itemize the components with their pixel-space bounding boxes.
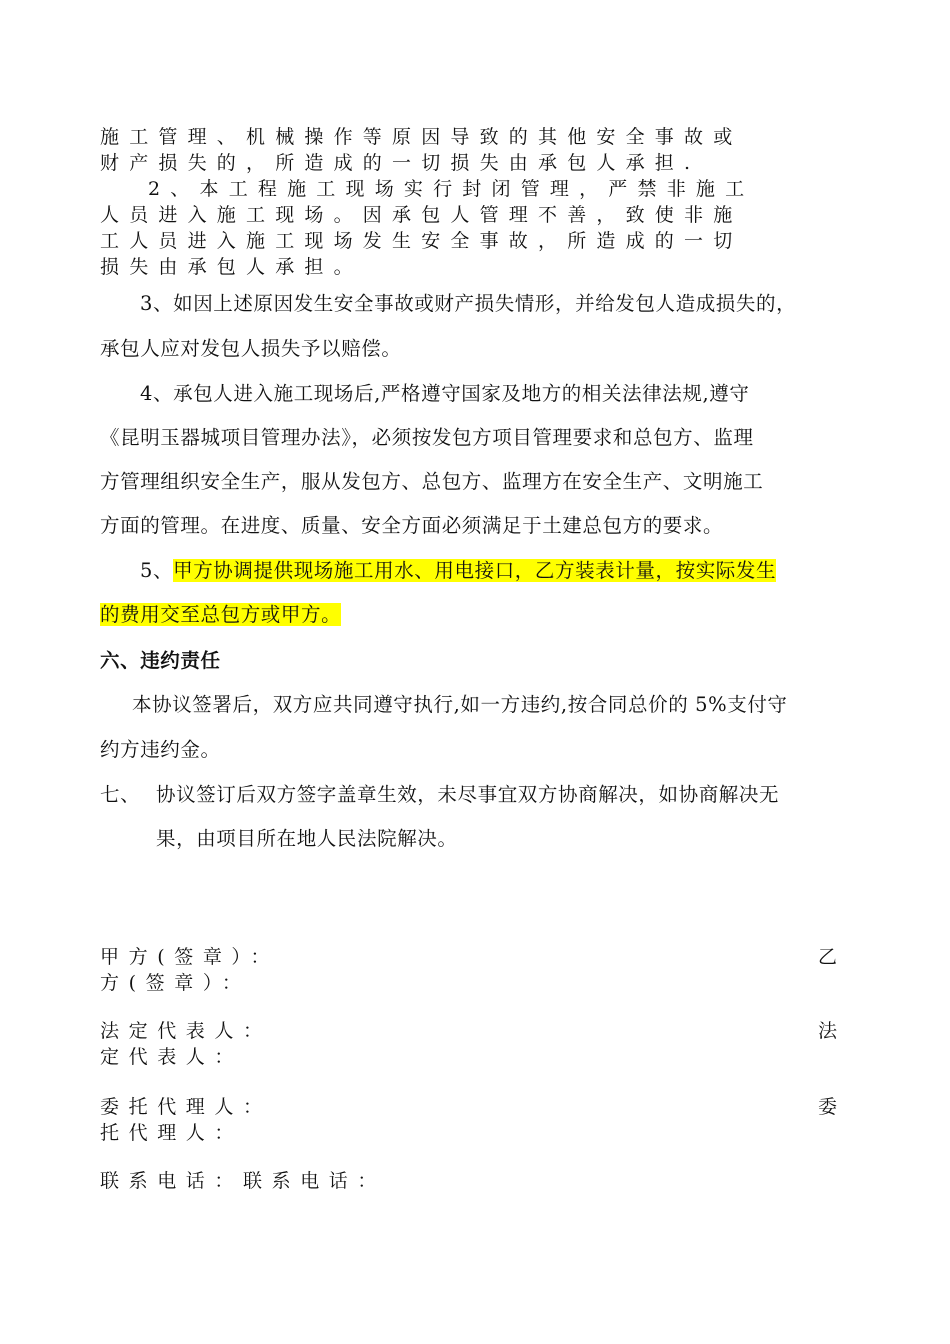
clause-text-line: 施工管理、机械操作等原因导致的其他安全事故或 [100,126,743,148]
legal-rep-b-label-start: 法 [818,1020,838,1042]
section-7-text: 果，由项目所在地人民法院解决。 [156,827,458,850]
clause-5-number: 5、 [140,559,174,582]
legal-rep-b-label: 定代表人： [100,1046,244,1068]
party-b-sign-label-start: 乙 [818,946,838,968]
section-7-text: 协议签订后双方签字盖章生效，未尽事宜双方协商解决，如协商解决无 [156,783,780,806]
clause-5-line [100,602,341,628]
clause-5-line [140,558,776,584]
clause-4-line: 《昆明玉器城项目管理办法》，必须按发包方项目管理要求和总包方、监理 [100,426,754,449]
clause-text-line: 财产损失的，所造成的一切损失由承包人承担. [100,152,701,174]
agent-b-label-start: 委 [818,1096,838,1118]
party-b-sign-label: 方(签章）： [100,972,251,994]
party-a-sign-label: 甲方(签章）： [100,946,280,968]
highlighted-text: 的费用交至总包方或甲方。 [100,603,342,626]
clause-2-line: 人员进入施工现场。因承包人管理不善，致使非施 [100,204,743,226]
clause-4-line: 方面的管理。在进度、质量、安全方面必须满足于土建总包方的要求。 [100,514,724,537]
agent-b-label: 托代理人： [100,1122,244,1144]
clause-2-line: 2、本工程施工现场实行封闭管理，严禁非施工 [148,178,755,200]
phone-label-line: 联系电话：联系电话： [100,1170,387,1192]
clause-4-line: 4、承包人进入施工现场后,严格遵守国家及地方的相关法律法规,遵守 [140,382,750,405]
section-6-text: 约方违约金。 [100,738,221,761]
highlighted-text: 甲方协调提供现场施工用水、用电接口，乙方装表计量，按实际发生 [173,559,777,582]
clause-2-line: 损失由承包人承担。 [100,256,363,278]
clause-3-line: 承包人应对发包人损失予以赔偿。 [100,337,402,360]
legal-rep-a-label: 法定代表人： [100,1020,272,1042]
agent-a-label: 委托代理人： [100,1096,272,1118]
clause-4-line: 方管理组织安全生产，服从发包方、总包方、监理方在安全生产、文明施工 [100,470,764,493]
section-7-number: 七、 [100,783,141,806]
clause-3-line: 3、如因上述原因发生安全事故或财产损失情形，并给发包人造成损失的， [140,292,797,315]
clause-2-line: 工人员进入施工现场发生安全事故，所造成的一切 [100,230,743,252]
section-heading: 六、违约责任 [100,649,221,672]
section-6-text: 本协议签署后，双方应共同遵守执行,如一方违约,按合同总价的 5%支付守 [132,693,788,716]
